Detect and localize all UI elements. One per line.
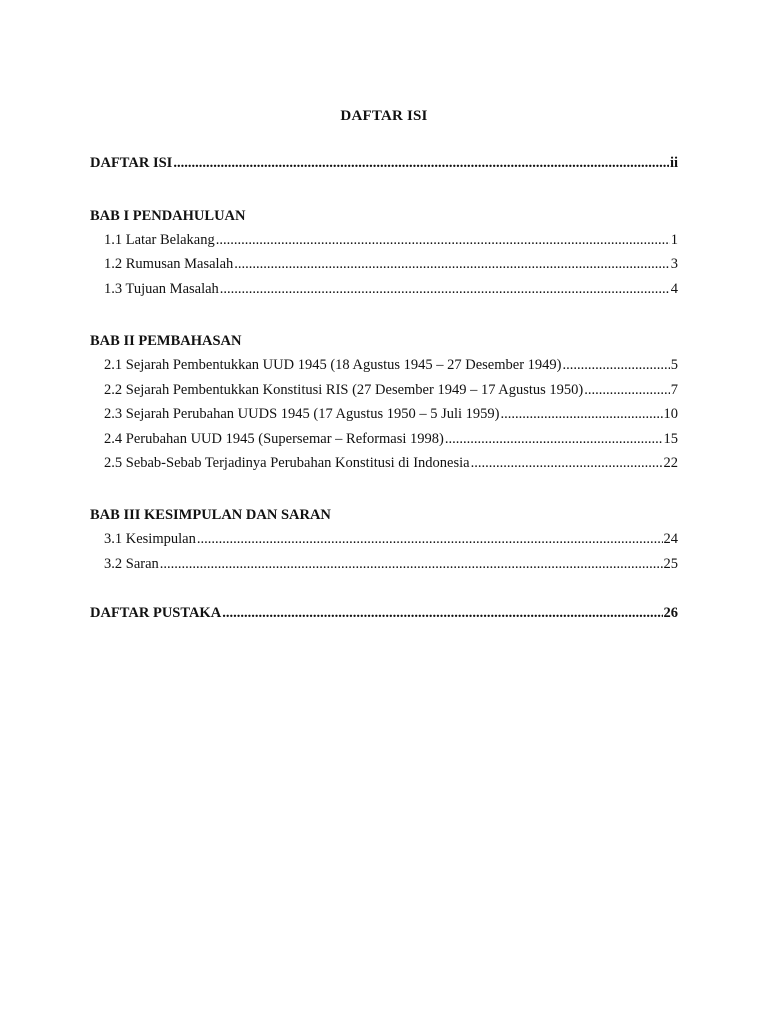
toc-page-number: 1: [670, 232, 678, 248]
toc-page-number: 24: [663, 531, 678, 547]
toc-entry-label: 2.4 Perubahan UUD 1945 (Supersemar – Reformasi 1998): [104, 431, 444, 447]
dot-leader: [160, 555, 663, 573]
toc-entry-2-5: [104, 454, 678, 472]
toc-page-number: 22: [663, 455, 678, 471]
toc-entry-3-1: [104, 530, 678, 548]
toc-entry-label: DAFTAR ISI: [90, 155, 173, 171]
chapter-heading-bab-1: BAB I PENDAHULUAN: [90, 208, 246, 224]
toc-page-number: 5: [670, 357, 678, 373]
dot-leader: [501, 405, 663, 423]
toc-entry-label: 3.1 Kesimpulan: [104, 531, 196, 547]
toc-page-number: 15: [663, 431, 678, 447]
dot-leader: [197, 530, 663, 548]
toc-entry-label: 2.3 Sejarah Perubahan UUDS 1945 (17 Agustus 1950 – 5 Juli 1959): [104, 406, 500, 422]
dot-leader: [445, 430, 663, 448]
dot-leader: [173, 154, 669, 172]
toc-entry-1-3: [104, 280, 678, 298]
chapter-heading-bab-3: BAB III KESIMPULAN DAN SARAN: [90, 507, 331, 523]
toc-page-number: 7: [670, 382, 678, 398]
toc-page-number: ii: [669, 155, 678, 171]
toc-page-number: 10: [663, 406, 678, 422]
toc-entry-label: 2.1 Sejarah Pembentukkan UUD 1945 (18 Agustus 1945 – 27 Desember 1949): [104, 357, 562, 373]
toc-entry-2-1: [104, 356, 678, 374]
chapter-heading-bab-2: BAB II PEMBAHASAN: [90, 333, 242, 349]
toc-entry-1-1: [104, 231, 678, 249]
dot-leader: [222, 604, 662, 622]
toc-page-number: 4: [670, 281, 678, 297]
toc-entry-label: 3.2 Saran: [104, 556, 159, 572]
dot-leader: [584, 381, 669, 399]
toc-entry-label: 1.1 Latar Belakang: [104, 232, 215, 248]
toc-page-number: 26: [663, 605, 678, 621]
toc-entry-label: 1.3 Tujuan Masalah: [104, 281, 219, 297]
toc-entry-1-2: [104, 255, 678, 273]
toc-entry-label: 1.2 Rumusan Masalah: [104, 256, 234, 272]
toc-entry-label: DAFTAR PUSTAKA: [90, 605, 222, 621]
toc-page-number: 25: [663, 556, 678, 572]
dot-leader: [563, 356, 670, 374]
toc-entry-2-2: [104, 381, 678, 399]
page-title: DAFTAR ISI: [340, 108, 428, 124]
toc-entry-2-4: [104, 430, 678, 448]
toc-entry-daftar-pustaka: [90, 604, 678, 622]
dot-leader: [216, 231, 670, 249]
toc-entry-label: 2.5 Sebab-Sebab Terjadinya Perubahan Konstitusi di Indonesia: [104, 455, 470, 471]
toc-entry-3-2: [104, 555, 678, 573]
toc-entry-daftar-isi: [90, 154, 678, 172]
toc-entry-label: 2.2 Sejarah Pembentukkan Konstitusi RIS (27 Desember 1949 – 17 Agustus 1950): [104, 382, 584, 398]
dot-leader: [220, 280, 670, 298]
dot-leader: [471, 454, 663, 472]
toc-entry-2-3: [104, 405, 678, 423]
toc-page-number: 3: [670, 256, 678, 272]
dot-leader: [234, 255, 669, 273]
